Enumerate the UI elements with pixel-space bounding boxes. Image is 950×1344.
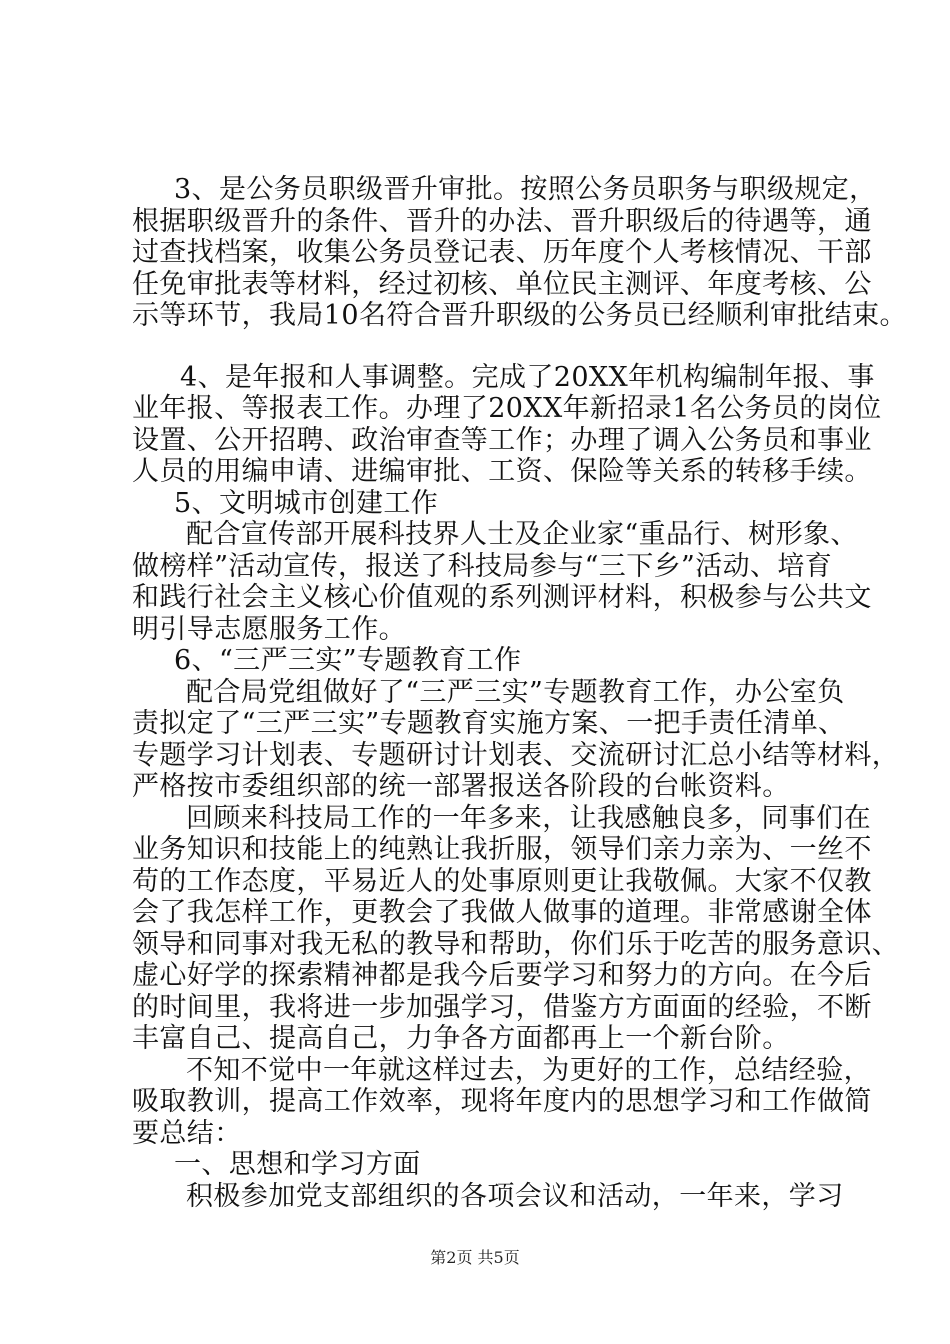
paragraph-civilized-city xyxy=(132,519,872,645)
page-number-footer: 第2页 共5页 xyxy=(430,1248,520,1267)
section-heading-5: 5、文明城市创建工作 xyxy=(174,487,439,519)
section-heading-thought-study: 一、思想和学习方面 xyxy=(174,1149,421,1180)
text-line: 虚心好学的探索精神都是我今后要学习和努力的方向。在今后 xyxy=(132,960,872,991)
paragraph-item-4 xyxy=(132,361,882,488)
text-line: 严格按市委组织部的统一部署报送各阶段的台帐资料。 xyxy=(132,771,790,802)
paragraph-summary-intro xyxy=(132,1054,872,1150)
text-line: 任免审批表等材料，经过初核、单位民主测评、年度考核、公 xyxy=(132,268,872,300)
text-line: 示等环节，我局10名符合晋升职级的公务员已经顺利审批结束。 xyxy=(132,300,907,331)
text-line: 回顾来科技局工作的一年多来，让我感触良多，同事们在 xyxy=(186,802,871,834)
text-line: 过查找档案，收集公务员登记表、历年度个人考核情况、干部 xyxy=(132,237,872,268)
text-line: 业务知识和技能上的纯熟让我折服，领导们亲力亲为、一丝不 xyxy=(132,834,872,865)
text-line: 明引导志愿服务工作。 xyxy=(132,613,406,645)
text-line: 专题学习计划表、专题研讨计划表、交流研讨汇总小结等材料， xyxy=(132,739,900,771)
paragraph-review xyxy=(132,802,900,1055)
paragraph-item-3 xyxy=(132,174,907,332)
text-line: 要总结： xyxy=(132,1117,242,1149)
text-line: 做榜样”活动宣传，报送了科技局参与“三下乡”活动、培育 xyxy=(132,550,833,582)
text-line: 4、是年报和人事调整。完成了20XX年机构编制年报、事 xyxy=(180,361,875,393)
text-line: 人员的用编申请、进编审批、工资、保险等关系的转移手续。 xyxy=(132,456,872,487)
text-line: 设置、公开招聘、政治审查等工作；办理了调入公务员和事业 xyxy=(132,424,872,456)
text-line: 吸取教训，提高工作效率，现将年度内的思想学习和工作做简 xyxy=(132,1086,872,1117)
paragraph-party-activities xyxy=(132,1181,852,1213)
paragraph-three-strict xyxy=(132,676,900,803)
text-line: 苟的工作态度，平易近人的处事原则更让我敬佩。大家不仅教 xyxy=(132,865,872,897)
text-line: 配合局党组做好了“三严三实”专题教育工作，办公室负 xyxy=(186,676,845,708)
paragraph-gap xyxy=(132,332,852,362)
text-line: 不知不觉中一年就这样过去，为更好的工作，总结经验， xyxy=(186,1054,871,1086)
text-line: 积极参加党支部组织的各项会议和活动，一年来，学习 xyxy=(186,1180,844,1212)
text-line: 的时间里，我将进一步加强学习，借鉴方方面面的经验，不断 xyxy=(132,991,872,1023)
text-line: 配合宣传部开展科技界人士及企业家“重品行、树形象、 xyxy=(186,519,858,550)
text-line: 3、是公务员职级晋升审批。按照公务员职务与职级规定， xyxy=(174,174,877,205)
text-line: 丰富自己、提高自己，力争各方面都再上一个新台阶。 xyxy=(132,1023,790,1054)
text-line: 和践行社会主义核心价值观的系列测评材料，积极参与公共文 xyxy=(132,582,872,613)
section-heading-6: 6、“三严三实”专题教育工作 xyxy=(174,645,522,676)
text-line: 业年报、等报表工作。办理了20XX年新招录1名公务员的岗位 xyxy=(132,393,882,424)
text-line: 领导和同事对我无私的教导和帮助，你们乐于吃苦的服务意识、 xyxy=(132,928,900,960)
text-line: 责拟定了“三严三实”专题教育实施方案、一把手责任清单、 xyxy=(132,708,846,739)
text-line: 会了我怎样工作，更教会了我做人做事的道理。非常感谢全体 xyxy=(132,897,872,928)
text-line: 根据职级晋升的条件、晋升的办法、晋升职级后的待遇等，通 xyxy=(132,205,872,237)
document-body xyxy=(132,174,907,1212)
